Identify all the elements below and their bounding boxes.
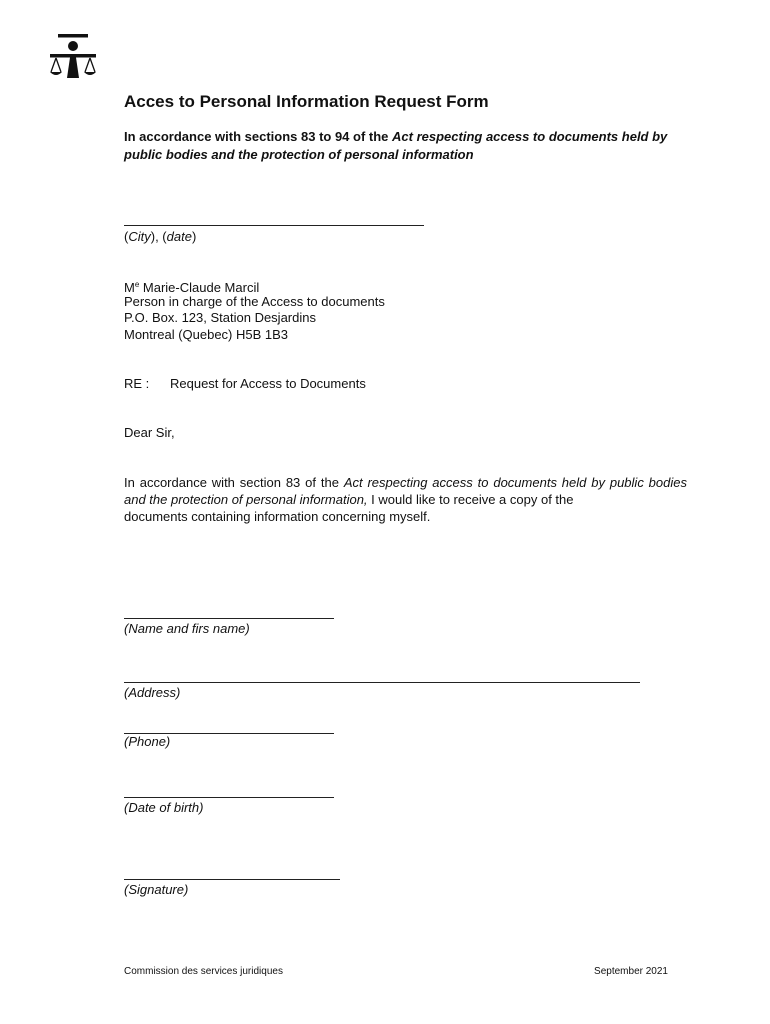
dob-field-label: (Date of birth) (124, 800, 204, 815)
date-label: date (166, 229, 192, 244)
subtitle-prefix: In accordance with sections 83 to 94 of the (124, 129, 393, 144)
address-field-label: (Address) (124, 685, 181, 700)
recipient-title-prefix: M (124, 280, 135, 295)
para-prefix: In accordance with section 83 of the (124, 475, 344, 490)
para-end: documents containing information concerning myself. (124, 509, 431, 524)
salutation: Dear Sir, (124, 425, 175, 440)
city-date-line[interactable] (124, 225, 424, 226)
phone-field-label: (Phone) (124, 734, 171, 749)
recipient-name-text: Marie-Claude Marcil (139, 280, 260, 295)
re-label: RE : (124, 376, 150, 391)
re-subject: Request for Access to Documents (170, 376, 366, 391)
request-paragraph (124, 474, 687, 508)
footer-date: September 2021 (594, 966, 668, 977)
recipient-role: Person in charge of the Access to documents (124, 293, 385, 309)
name-field-line[interactable] (124, 618, 334, 619)
footer-organization: Commission des services juridiques (124, 966, 283, 977)
recipient-po-box: P.O. Box. 123, Station Desjardins (124, 310, 316, 325)
recipient-city: Montreal (Quebec) H5B 1B3 (124, 326, 289, 342)
subtitle-act-name: Act respecting access to documents held by public bodies and the protection of personal information (124, 129, 668, 162)
address-field-line[interactable] (124, 682, 640, 683)
scales-of-justice-icon (50, 34, 102, 82)
recipient-title-sup: e (134, 280, 140, 289)
form-subtitle (124, 128, 704, 164)
city-label: City (128, 229, 151, 244)
city-date-label: (City), (date) (124, 229, 197, 244)
para-act-name: Act respecting access to documents held by public bodies and the protection of personal information, (124, 475, 687, 507)
commission-logo (50, 34, 102, 82)
signature-field-line[interactable] (124, 879, 340, 880)
dob-field-line[interactable] (124, 797, 334, 798)
para-suffix: I would like to receive a copy of the (367, 492, 574, 507)
form-title: Acces to Personal Information Request Form (124, 92, 489, 111)
name-field-label: (Name and firs name) (124, 621, 250, 636)
signature-field-label: (Signature) (124, 882, 189, 897)
